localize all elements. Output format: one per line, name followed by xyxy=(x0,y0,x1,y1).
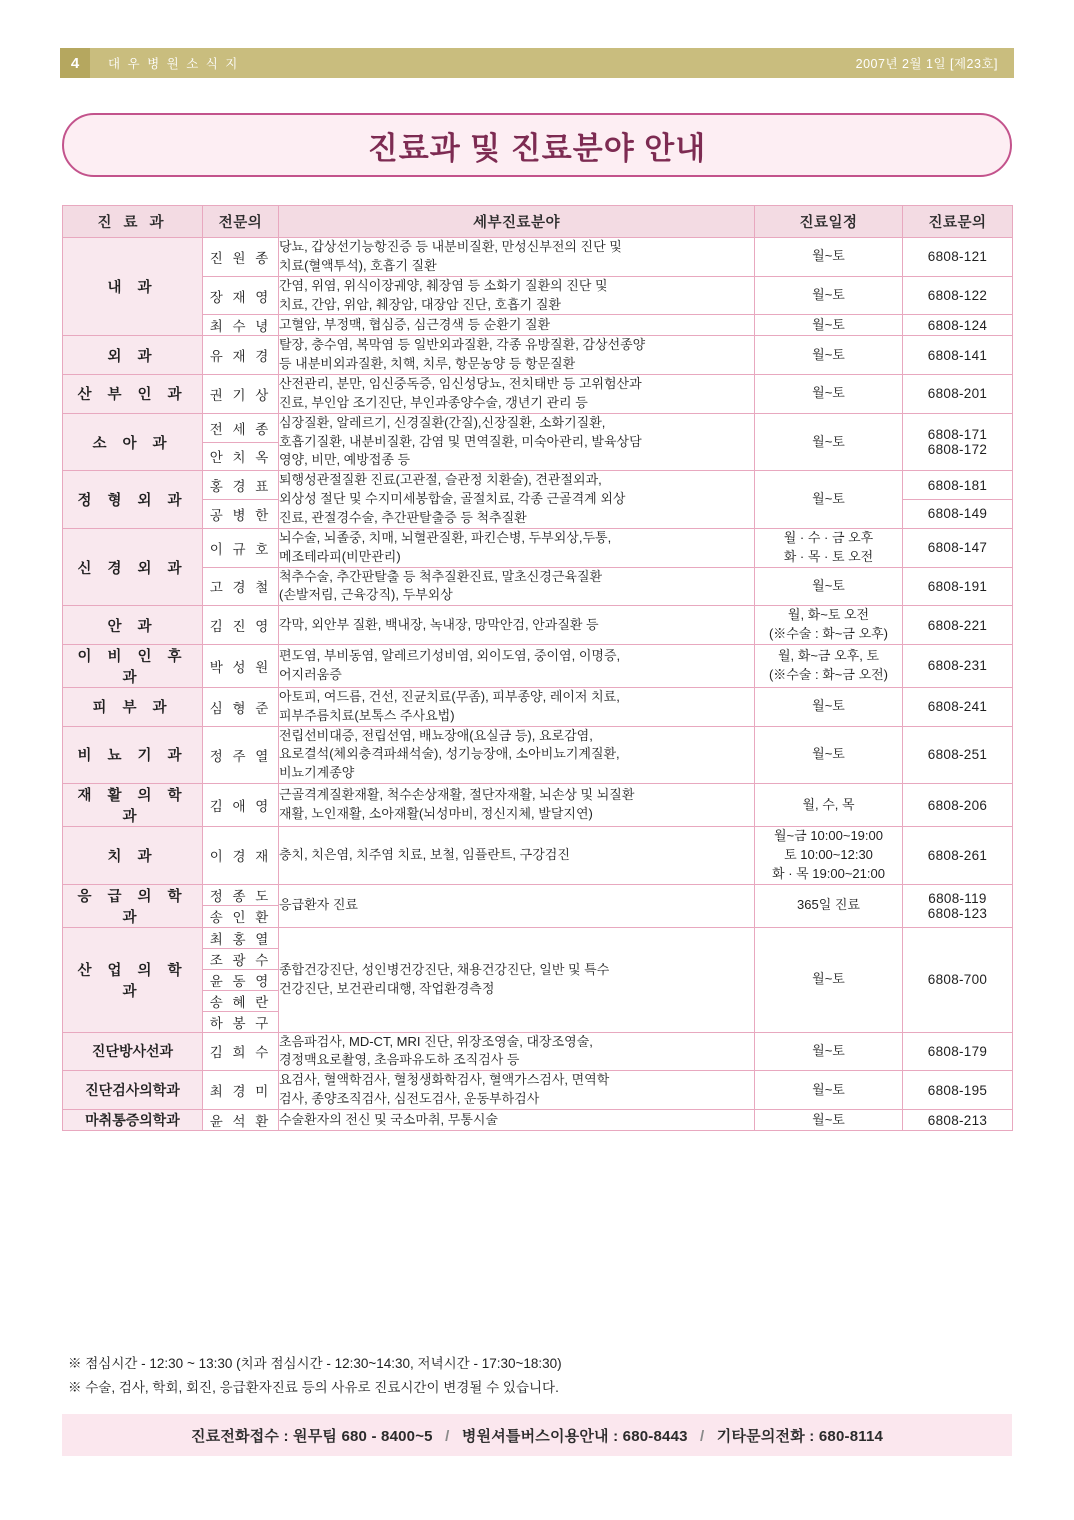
col-dept: 진 료 과 xyxy=(63,206,203,238)
doctor-name: 권 기 상 xyxy=(203,375,279,414)
note-line: ※ 점심시간 - 12:30 ~ 13:30 (치과 점심시간 - 12:30~14:30, 저녁시간 - 17:30~18:30) xyxy=(68,1356,562,1371)
doctor-name: 박 성 원 xyxy=(203,644,279,687)
dept-name: 진단방사선과 xyxy=(63,1032,203,1071)
col-phone: 진료문의 xyxy=(903,206,1013,238)
doctor-name: 공 병 한 xyxy=(203,500,279,529)
detail-field: 심장질환, 알레르기, 신경질환(간질),신장질환, 소화기질환, 호흡기질환, 내분비질환, 감염 및 면역질환, 미숙아관리, 발육상담 영양, 비만, 예방접종 등 xyxy=(279,413,755,471)
schedule-field: 월~토 xyxy=(755,687,903,726)
detail-field: 편도염, 부비동염, 알레르기성비염, 외이도염, 중이염, 이명증, 어지러움증 xyxy=(279,644,755,687)
doctor-name: 안 치 옥 xyxy=(203,442,279,471)
notes-block xyxy=(68,1352,1008,1399)
phone-field: 6808-191 xyxy=(903,567,1013,606)
schedule-field: 월, 화~토 오전 (※수술 : 화~금 오후) xyxy=(755,606,903,645)
dept-name: 신 경 외 과 xyxy=(63,528,203,605)
table-body xyxy=(63,238,1013,1131)
detail-field: 초음파검사, MD-CT, MRI 진단, 위장조영술, 대장조영술, 경정맥요로촬영, 초음파유도하 조직검사 등 xyxy=(279,1032,755,1071)
doctor-name: 조 광 수 xyxy=(203,948,279,969)
schedule-field: 월~토 xyxy=(755,276,903,315)
detail-field: 척추수술, 추간판탈출 등 척추질환진료, 말초신경근육질환 (손발저림, 근육강직), 두부외상 xyxy=(279,567,755,606)
detail-field: 충치, 치은염, 치주염 치료, 보철, 임플란트, 구강검진 xyxy=(279,827,755,885)
detail-field: 간염, 위염, 위식이장궤양, 췌장염 등 소화기 질환의 진단 및 치료, 간암, 위암, 췌장암, 대장암 진단, 호흡기 질환 xyxy=(279,276,755,315)
dept-name: 소 아 과 xyxy=(63,413,203,471)
table-row xyxy=(63,927,1013,948)
phone-field: 6808-251 xyxy=(903,726,1013,784)
dept-name: 이 비 인 후 과 xyxy=(63,644,203,687)
dept-name: 내 과 xyxy=(63,238,203,336)
phone-field: 6808-261 xyxy=(903,827,1013,885)
doctor-name: 장 재 영 xyxy=(203,276,279,315)
phone-field: 6808-213 xyxy=(903,1110,1013,1131)
table-row xyxy=(63,827,1013,885)
doctor-name: 최 홍 열 xyxy=(203,927,279,948)
table-row xyxy=(63,238,1013,277)
table-row xyxy=(63,315,1013,336)
note-line: ※ 수술, 검사, 학회, 회진, 응급환자진료 등의 사유로 진료시간이 변경될 수 있습니다. xyxy=(68,1379,559,1395)
phone-field: 6808-700 xyxy=(903,927,1013,1032)
doctor-name: 김 애 영 xyxy=(203,784,279,827)
doctor-name: 최 수 녕 xyxy=(203,315,279,336)
table-row xyxy=(63,784,1013,827)
schedule-field: 월~토 xyxy=(755,238,903,277)
detail-field: 뇌수술, 뇌졸중, 치매, 뇌혈관질환, 파킨슨병, 두부외상,두통, 메조테라피(비만관리) xyxy=(279,528,755,567)
dept-name: 외 과 xyxy=(63,336,203,375)
doctor-name: 김 희 수 xyxy=(203,1032,279,1071)
dept-name: 치 과 xyxy=(63,827,203,885)
footer-contact-text xyxy=(191,1425,883,1446)
doctor-name: 홍 경 표 xyxy=(203,471,279,500)
schedule-field: 월~토 xyxy=(755,375,903,414)
detail-field: 종합건강진단, 성인병건강진단, 채용건강진단, 일반 및 특수 건강진단, 보건관리대행, 작업환경측정 xyxy=(279,927,755,1032)
col-detail: 세부진료분야 xyxy=(279,206,755,238)
table-row xyxy=(63,471,1013,500)
detail-field: 고혈암, 부정맥, 협심증, 심근경색 등 순환기 질환 xyxy=(279,315,755,336)
schedule-field: 월~토 xyxy=(755,567,903,606)
issue-date: 2007년 2월 1일 [제23호] xyxy=(855,57,998,71)
phone-field: 6808-195 xyxy=(903,1071,1013,1110)
doctor-name: 김 진 영 xyxy=(203,606,279,645)
phone-field: 6808-206 xyxy=(903,784,1013,827)
doctor-name: 유 재 경 xyxy=(203,336,279,375)
schedule-field: 월~토 xyxy=(755,1110,903,1131)
schedule-field: 월 · 수 · 금 오후 화 · 목 · 토 오전 xyxy=(755,528,903,567)
dept-name: 비 뇨 기 과 xyxy=(63,726,203,784)
phone-field: 6808-121 xyxy=(903,238,1013,277)
schedule-field: 월~금 10:00~19:00 토 10:00~12:30 화 · 목 19:00~21:00 xyxy=(755,827,903,885)
doctor-name: 고 경 철 xyxy=(203,567,279,606)
doctor-name: 송 인 환 xyxy=(203,906,279,928)
dept-name: 안 과 xyxy=(63,606,203,645)
phone-field: 6808-201 xyxy=(903,375,1013,414)
schedule-field: 월~토 xyxy=(755,336,903,375)
doctor-name: 심 형 준 xyxy=(203,687,279,726)
page-header-bar xyxy=(60,48,1014,78)
table-row xyxy=(63,726,1013,784)
table-row xyxy=(63,1032,1013,1071)
detail-field: 응급환자 진료 xyxy=(279,884,755,927)
table-row xyxy=(63,687,1013,726)
schedule-field: 월~토 xyxy=(755,471,903,529)
table-row xyxy=(63,336,1013,375)
doctor-name: 진 원 종 xyxy=(203,238,279,277)
doctor-name: 윤 동 영 xyxy=(203,969,279,990)
schedule-field: 월~토 xyxy=(755,927,903,1032)
detail-field: 수술환자의 전신 및 국소마취, 무통시술 xyxy=(279,1110,755,1131)
phone-field: 6808-181 xyxy=(903,471,1013,500)
doctor-name: 이 규 호 xyxy=(203,528,279,567)
schedule-field: 월~토 xyxy=(755,1071,903,1110)
detail-field: 각막, 외안부 질환, 백내장, 녹내장, 망막안검, 안과질환 등 xyxy=(279,606,755,645)
dept-name: 재 활 의 학 과 xyxy=(63,784,203,827)
phone-field: 6808-124 xyxy=(903,315,1013,336)
schedule-field: 월~토 xyxy=(755,726,903,784)
phone-field: 6808-171 6808-172 xyxy=(903,413,1013,471)
dept-name: 정 형 외 과 xyxy=(63,471,203,529)
phone-field: 6808-231 xyxy=(903,644,1013,687)
footer-other: 기타문의전화 : 680-8114 xyxy=(716,1427,884,1445)
doctor-name: 윤 석 환 xyxy=(203,1110,279,1131)
table-row xyxy=(63,606,1013,645)
detail-field: 당뇨, 갑상선기능항진증 등 내분비질환, 만성신부전의 진단 및 치료(혈액투석), 호흡기 질환 xyxy=(279,238,755,277)
doctor-name: 정 주 열 xyxy=(203,726,279,784)
detail-field: 퇴행성관절질환 진료(고관절, 슬관정 치환술), 견관절외과, 외상성 절단 및 수지미세봉합술, 골절치료, 각종 근골격계 외상 진료, 관절경수술, 추간판탈출증 등 척추질환 xyxy=(279,471,755,529)
phone-field: 6808-147 xyxy=(903,528,1013,567)
phone-field: 6808-149 xyxy=(903,500,1013,529)
footer-contact-box xyxy=(62,1414,1012,1456)
footer-separator: / xyxy=(445,1427,450,1445)
dept-name: 마취통증의학과 xyxy=(63,1110,203,1131)
dept-name: 산 부 인 과 xyxy=(63,375,203,414)
col-doctor: 전문의 xyxy=(203,206,279,238)
doctor-name: 정 종 도 xyxy=(203,884,279,906)
detail-field: 전립선비대증, 전립선염, 배뇨장애(요실금 등), 요로감염, 요로결석(체외충격파쇄석술), 성기능장애, 소아비뇨기계질환, 비뇨기계종양 xyxy=(279,726,755,784)
table-row xyxy=(63,413,1013,442)
dept-name: 피 부 과 xyxy=(63,687,203,726)
phone-field: 6808-141 xyxy=(903,336,1013,375)
table-row xyxy=(63,567,1013,606)
dept-name: 응 급 의 학 과 xyxy=(63,884,203,927)
schedule-field: 365일 진료 xyxy=(755,884,903,927)
detail-field: 탈장, 충수염, 복막염 등 일반외과질환, 각종 유방질환, 감상선종양 등 내분비외과질환, 치핵, 치루, 항문농양 등 항문질환 xyxy=(279,336,755,375)
table-row xyxy=(63,1071,1013,1110)
page-number: 4 xyxy=(60,48,90,78)
page-title-box xyxy=(62,113,1012,177)
footer-shuttle: 병원셔틀버스이용안내 : 680-8443 xyxy=(461,1427,688,1445)
page-title: 진료과 및 진료분야 안내 xyxy=(367,130,707,166)
detail-field: 산전관리, 분만, 임신중독증, 임신성당뇨, 전치태반 등 고위험산과 진료, 부인암 조기진단, 부인과종양수술, 갱년기 관리 등 xyxy=(279,375,755,414)
table-row xyxy=(63,528,1013,567)
dept-name: 진단검사의학과 xyxy=(63,1071,203,1110)
table-row xyxy=(63,644,1013,687)
schedule-field: 월~토 xyxy=(755,315,903,336)
department-table-wrap xyxy=(62,205,1012,1131)
detail-field: 아토피, 여드름, 건선, 진균치료(무좀), 피부종양, 레이저 치료, 피부주름치료(보톡스 주사요법) xyxy=(279,687,755,726)
dept-name: 산 업 의 학 과 xyxy=(63,927,203,1032)
table-row xyxy=(63,375,1013,414)
phone-field: 6808-122 xyxy=(903,276,1013,315)
table-row xyxy=(63,884,1013,906)
col-schedule: 진료일정 xyxy=(755,206,903,238)
phone-field: 6808-221 xyxy=(903,606,1013,645)
schedule-field: 월~토 xyxy=(755,1032,903,1071)
detail-field: 요검사, 혈액학검사, 혈청생화학검사, 혈액가스검사, 면역학 검사, 종양조직검사, 심전도검사, 운동부하검사 xyxy=(279,1071,755,1110)
phone-field: 6808-241 xyxy=(903,687,1013,726)
table-row xyxy=(63,1110,1013,1131)
department-table xyxy=(62,205,1013,1131)
footer-reception: 진료전화접수 : 원무팀 680 - 8400~5 xyxy=(190,1427,433,1445)
schedule-field: 월, 수, 목 xyxy=(755,784,903,827)
schedule-field: 월~토 xyxy=(755,413,903,471)
phone-field: 6808-179 xyxy=(903,1032,1013,1071)
table-row xyxy=(63,276,1013,315)
schedule-field: 월, 화~금 오후, 토 (※수술 : 화~금 오전) xyxy=(755,644,903,687)
phone-field: 6808-119 6808-123 xyxy=(903,884,1013,927)
newsletter-title: 대 우 병 원 소 식 지 xyxy=(108,57,240,71)
detail-field: 근골격계질환재활, 척수손상재활, 절단자재활, 뇌손상 및 뇌질환 재활, 노인재활, 소아재활(뇌성마비, 정신지체, 발달지연) xyxy=(279,784,755,827)
doctor-name: 전 세 종 xyxy=(203,413,279,442)
doctor-name: 하 봉 구 xyxy=(203,1011,279,1032)
doctor-name: 이 경 재 xyxy=(203,827,279,885)
doctor-name: 송 혜 란 xyxy=(203,990,279,1011)
doctor-name: 최 경 미 xyxy=(203,1071,279,1110)
table-header-row xyxy=(63,206,1013,238)
footer-separator: / xyxy=(700,1427,705,1445)
